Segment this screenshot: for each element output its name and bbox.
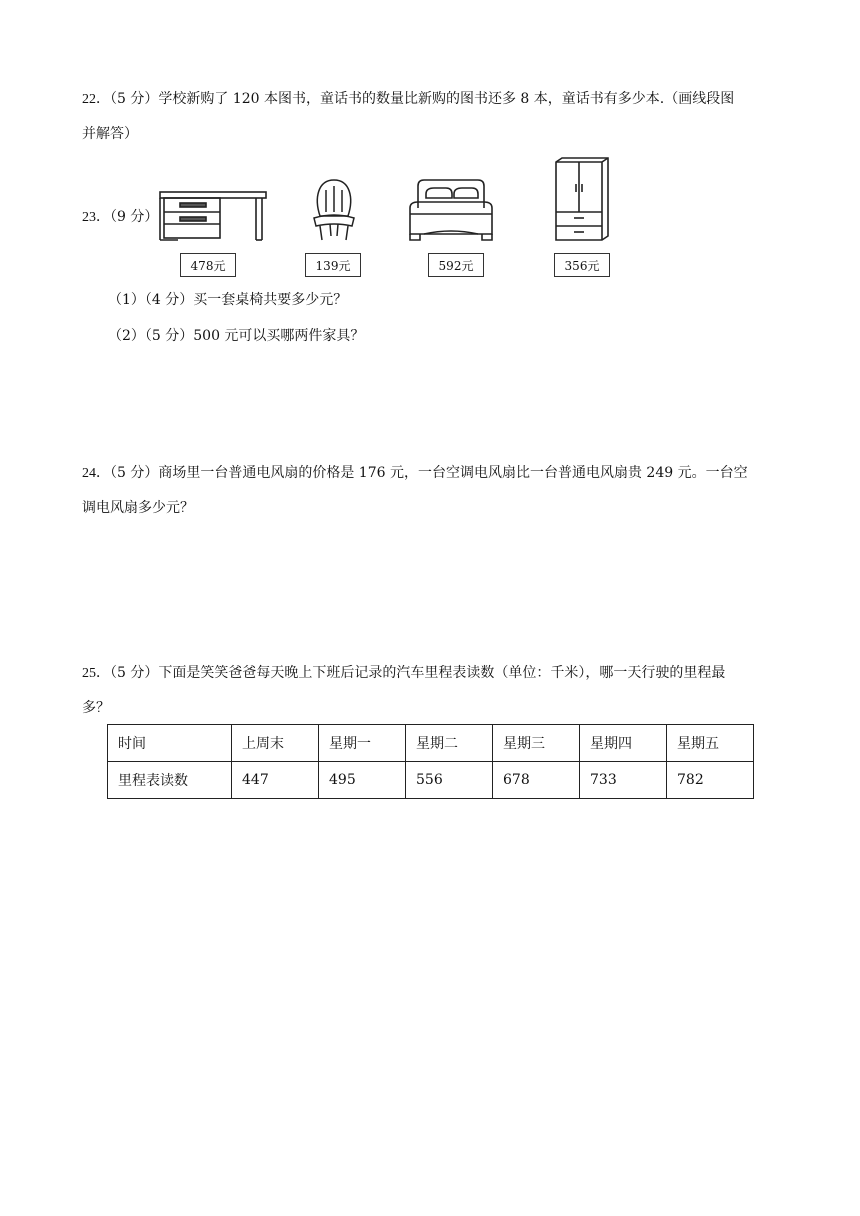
table-cell: 里程表读数 bbox=[108, 762, 232, 799]
question-score: （9 分） bbox=[110, 209, 159, 225]
table-cell: 447 bbox=[232, 762, 319, 799]
table-cell: 星期二 bbox=[406, 725, 493, 762]
question-text-line2: 多？ bbox=[82, 700, 110, 716]
price-tag-chair: 139元 bbox=[305, 253, 361, 277]
bed-icon bbox=[406, 178, 496, 244]
question-text-line1: （5 分）商场里一台普通电风扇的价格是 176 元，一台空调电风扇比一台普通电风扇贵 249 元。一台空 bbox=[110, 465, 748, 481]
question-number: 25． bbox=[82, 666, 110, 681]
table-cell: 733 bbox=[580, 762, 667, 799]
table-cell: 556 bbox=[406, 762, 493, 799]
question-25 bbox=[82, 656, 812, 725]
question-22 bbox=[82, 82, 812, 151]
question-text-line2: 调电风扇多少元？ bbox=[82, 500, 194, 516]
question-24 bbox=[82, 456, 812, 525]
price-tag-wardrobe: 356元 bbox=[554, 253, 610, 277]
table-cell: 时间 bbox=[108, 725, 232, 762]
wardrobe-icon bbox=[554, 156, 610, 242]
question-text-line1: （5 分）下面是笑笑爸爸每天晚上下班后记录的汽车里程表读数（单位：千米），哪一天行驶的里程最 bbox=[110, 665, 726, 681]
table-cell: 星期四 bbox=[580, 725, 667, 762]
mileage-table bbox=[107, 724, 754, 799]
question-text-line2: 并解答） bbox=[82, 126, 138, 142]
question-23-sub2: （2）（5 分）500 元可以买哪两件家具？ bbox=[108, 328, 365, 344]
chair-icon bbox=[310, 178, 358, 244]
table-cell: 782 bbox=[667, 762, 754, 799]
question-text-line1: （5 分）学校新购了 120 本图书，童话书的数量比新购的图书还多 8 本，童话书有多少本.（画线段图 bbox=[110, 91, 735, 107]
question-number: 24． bbox=[82, 466, 110, 481]
table-cell: 678 bbox=[493, 762, 580, 799]
table-cell: 495 bbox=[319, 762, 406, 799]
question-23-sub1: （1）（4 分）买一套桌椅共要多少元？ bbox=[108, 292, 348, 308]
table-cell: 上周末 bbox=[232, 725, 319, 762]
table-cell: 星期三 bbox=[493, 725, 580, 762]
question-number: 23． bbox=[82, 210, 110, 225]
table-cell: 星期一 bbox=[319, 725, 406, 762]
table-header-row bbox=[108, 725, 754, 762]
price-tag-desk: 478元 bbox=[180, 253, 236, 277]
table-row bbox=[108, 762, 754, 799]
table-cell: 星期五 bbox=[667, 725, 754, 762]
desk-icon bbox=[158, 190, 268, 242]
question-number: 22． bbox=[82, 92, 110, 107]
price-tag-bed: 592元 bbox=[428, 253, 484, 277]
